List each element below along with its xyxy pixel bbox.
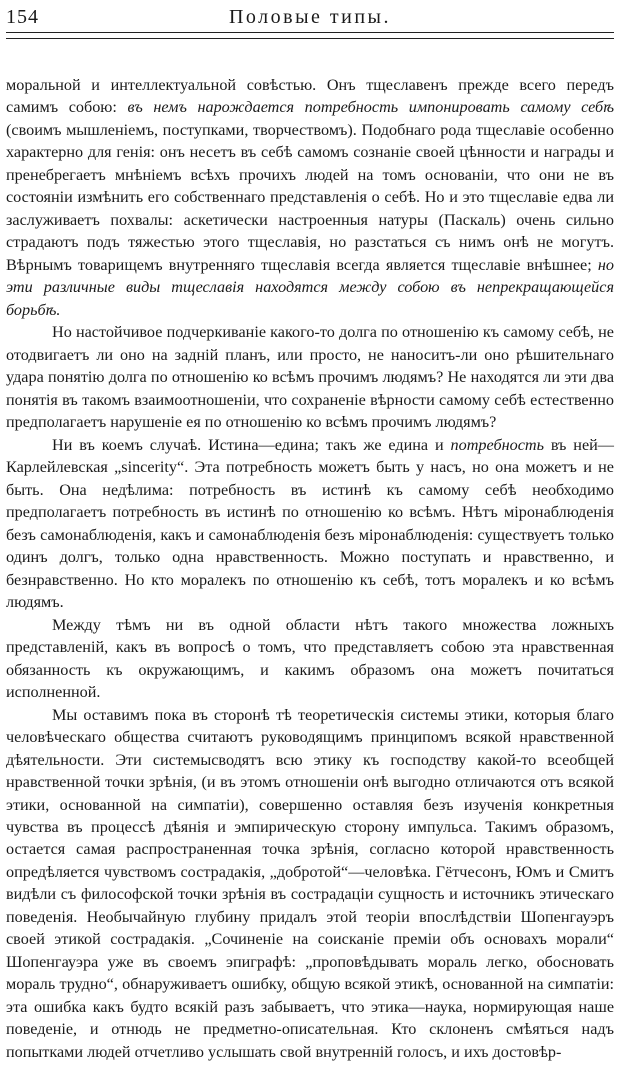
text-run: Ни въ коемъ случаѣ. Истина—едина; такъ же едина и: [52, 435, 451, 454]
emphasis-text: потребность: [450, 435, 544, 454]
page-header: [6, 4, 614, 30]
emphasis-text: въ немъ нарождается потребность импонировать самому себѣ: [127, 98, 614, 117]
paragraph: [6, 74, 614, 321]
header-rule: [6, 32, 614, 39]
paragraph: [6, 614, 614, 704]
text-run: Но настойчивое подчеркиваніе какого-то долга по отношенію къ самому себѣ, не отодвигаетъ ли оно на задній планъ, или просто, не наноситъ-ли оно рѣшительнаго удара понятію долга по отношенію ко всѣмъ прочимъ людямъ? Не находятся ли эти два понятія въ такомъ взаимоотношеніи, что сохраненіе вѣрности самому себѣ естественно предполагаетъ нарушеніе ея по отношенію ко всѣмъ прочимъ людямъ?: [6, 323, 614, 432]
paragraph: [6, 434, 614, 614]
body-text: [6, 74, 614, 1063]
text-run: Между тѣмъ ни въ одной области нѣтъ такого множества ложныхъ представленій, какъ въ вопросѣ о томъ, что представляетъ собою эта нравственная обязанность къ окружающимъ, и какимъ образомъ она можетъ почитаться исполненной.: [6, 615, 614, 702]
running-title: Половые типы.: [228, 6, 391, 28]
paragraph: [6, 321, 614, 433]
text-run: (своимъ мышленіемъ, поступками, творчествомъ). Подобнаго рода тщеславіе особенно характерно для генія: онъ несетъ въ себѣ самомъ сознаніе своей цѣнности и награды и пренебрегаетъ мнѣніемъ всѣхъ прочихъ людей на томъ основаніи, что они не въ состояніи измѣнить его собственнаго представленія о себѣ. Но и это тщеславіе едва ли заслуживаетъ похвалы: аскетически настроенныя натуры (Паскаль) очень сильно страдаютъ подъ тяжестью этого тщеславія, но разстаться съ нимъ онѣ не могутъ. Вѣрнымъ товарищемъ внутренняго тщеславія всегда является тщеславіе внѣшнее;: [6, 120, 614, 274]
emphasis-text: но эти различные виды тщеславія находятся между собою въ непрекращающейся борьбѣ.: [6, 255, 614, 319]
text-run: въ ней—Карлейлевская „sincerity“. Эта потребность можетъ быть у насъ, но она можетъ и не быть. Она недѣлима: потребность въ истинѣ къ самому себѣ необходимо предполагаетъ потребность въ истинѣ по отношенію ко всѣмъ. Нѣтъ міронаблюденія безъ самонаблюденія, какъ и самонаблюденія безъ міронаблюденія: существуетъ только одинъ долгъ, только одна нравственность. Можно поступать и нравственно, и безнравственно. Но кто моралекъ по отношенію къ себѣ, тотъ моралекъ и ко всѣмъ людямъ.: [6, 435, 614, 612]
page-number: 154: [6, 6, 39, 28]
text-run: Мы оставимъ пока въ сторонѣ тѣ теоретическія системы этики, которыя благо человѣческаго общества считаютъ руководящимъ принципомъ всякой нравственной дѣятельности. Эти системысводятъ всю этику къ господству какой-то всеобщей нравственной точки зрѣнія, (и въ этомъ отношеніи онѣ выгодно отличаются отъ всякой этики, основанной на симпатіи), совершенно оставляя безъ изученія конкретныя чувства въ процессѣ дѣянія и эмпирическую сторону импульса. Такимъ образомъ, остается самая распространенная точка зрѣнія, согласно которой нравственность опредѣляется чувствомъ сострадакія, „добротой“—человѣка. Гётчесонъ, Юмъ и Смитъ видѣли съ философской точки зрѣнія въ сострадаціи сущность и источникъ этическаго поведенія. Необычайную глубину придалъ этой теоріи впослѣдствіи Шопенгауэръ своей этикой сострадакія. „Сочиненіе на соисканіе преміи объ основахъ морали“ Шопенгауэра уже въ своемъ эпиграфѣ: „проповѣдывать мораль легко, обосновать мораль трудно“, обнаруживаетъ ошибку, общую всякой этикѣ, основанной на симпатіи: эта ошибка какъ будто всякій разъ забываетъ, что этика—наука, нормирующая наше поведеніе, и отнюдь не предметно-описательная. Кто склоненъ смѣяться надъ попытками людей отчетливо услышать свой внутренній голосъ, и ихъ достовѣр-: [6, 705, 614, 1061]
text-run: моральной и интеллектуальной совѣстью. Онъ тщеславенъ прежде всего передъ самимъ собою:: [6, 76, 614, 117]
paragraph: [6, 704, 614, 1064]
